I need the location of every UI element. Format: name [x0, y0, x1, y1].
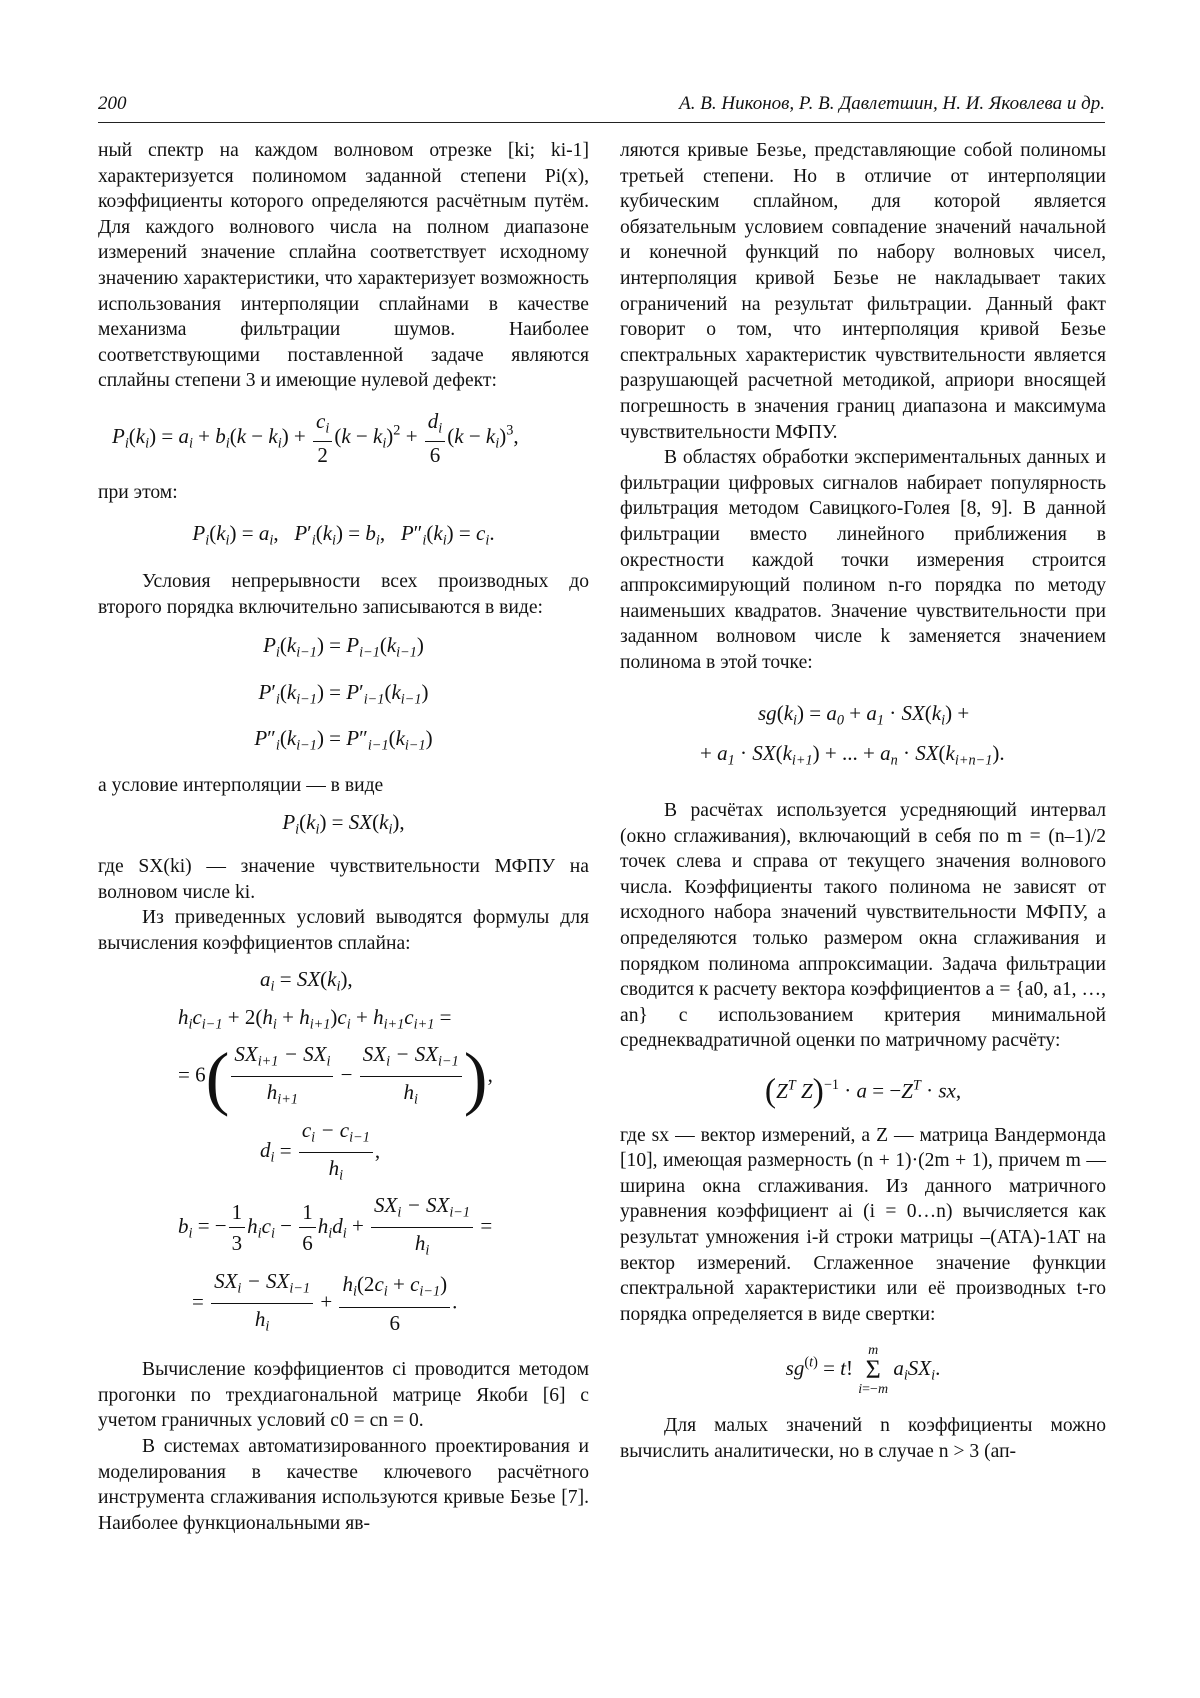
equation-interpolation: $P_i(k_i) = SX(k_i)$, [282, 809, 405, 837]
paragraph: Вычисление коэффициентов ci проводится методом прогонки по трехдиагональной матрице Якоби [6] с учетом граничных условий c0 = cn = 0. [98, 1359, 589, 1432]
paragraph: Из приведенных условий выводятся формулы для вычисления коэффициентов сплайна: [98, 907, 589, 954]
paragraph: где sx — вектор измерений, а Z — матрица Вандермонда [10], имеющая размерность (n + 1)·(2m + 1), причем m — ширина окна сглаживания. Из данного матричного уравнения коэффициент ai (i = 0…n) вычисляется как результат умножения i-й строки матрицы –(ATA)-1AT на вектор измерений. Сглаженное значение функции спектральной характеристики или её производных t-го порядка определяется в виде свертки: [620, 1124, 1106, 1325]
paragraph: В областях обработки экспериментальных данных и фильтрации цифровых сигналов набирает популярность фильтрация методом Савицкого-Голея [8, 9]. В данной фильтрации вместо линейного приближения в окрестности каждой точки измерения строится аппроксимирующий полином n-го порядка по методу наименьших квадратов. Значение чувствительности при заданном волновом числе k заменяется значением полинома в этой точке: [620, 447, 1106, 673]
equation-matrix: ($Z^T$ $Z)^{-1} \cdot a = -Z^T$ · sx, [764, 1072, 962, 1110]
left-column [98, 138, 589, 1536]
paragraph: В расчётах используется усредняющий интервал (окно сглаживания), включающий в себя по m = (n–1)/2 точек слева и справа от текущего значения волнового числа. Коэффициенты такого полинома не зависят от исходного набора значений чувствительности МФПУ, а определяются только размером окна сглаживания и порядком полинома аппроксимации. Задача фильтрации сводится к расчету вектора коэффициентов a = {a0, a1, …, an} с использованием критерия минимальной среднеквадратичной оценки по матричному расчёту: [620, 800, 1106, 1052]
paragraph: где SX(ki) — значение чувствительности МФПУ на волновом числе ki. [98, 856, 589, 903]
equation-spline: $P_i(k_i) = a_i + b_i(k - k_i)$ + $\frac{c_i}{2}$ $(k - k_i)^2$ + $\frac{d_i}{6}$ $(k - k_i)^3$, [112, 408, 519, 468]
paragraph: при этом: [98, 482, 178, 504]
paragraph: Условия непрерывности всех производных до второго порядка включительно записываются в виде: [98, 571, 589, 618]
running-header [98, 92, 1105, 123]
page-number: 200 [98, 93, 127, 114]
paragraph: Для малых значений n коэффициенты можно вычислить аналитически, но в случае n > 3 (ап- [620, 1415, 1106, 1462]
equation-continuity: $P_i(k_{i-1}) = P_{i-1}(k_{i-1})$ $P'_i(k_{i-1}) = P'_{i-1}(k_{i-1})$ $P''_i(k_{i-1}) = P''_{i-1}(k_{i-1})$ [254, 633, 433, 754]
right-column [620, 138, 1106, 1465]
paragraph: В системах автоматизированного проектирования и моделирования в качестве ключевого расчётного инструмента сглаживания используются кривые Безье [7]. Наиболее функциональными яв- [98, 1435, 589, 1534]
equation-convolution: $sg^{(t)} = t$! m Σ i=−m $a_iSX_i$. [785, 1343, 941, 1398]
equation-savitzky-golay: $sg(k_i) = a_0 + a_1 \cdot SX(k_i)$ + + $a_1 \cdot SX(k_{i+1})$ + ... + $a_n \cdot SX(k_{i+n-1})$. [700, 701, 1005, 769]
equation-conditions: $P_i(k_i) = a_i$, $P'_i(k_i) = b_i$, $P''_i(k_i) = c_i$. [192, 520, 495, 549]
paragraph: а условие интерполяции — в виде [98, 775, 384, 797]
paragraph: ный спектр на каждом волновом отрезке [ki; ki-1] характеризуется полиномом заданной степени Pi(x), коэффициенты которого определяются расчётным путём. Для каждого волнового числа на полном диапазоне измерений значение сплайна соответствует исходному значению характеристики, что характеризует возможность использования интерполяции сплайнами в качестве механизма фильтрации шумов. Наиболее соответствующими поставленной задаче являются сплайны степени 3 и имеющие нулевой дефект: [98, 140, 589, 392]
running-authors: А. В. Никонов, Р. В. Давлетшин, Н. И. Яковлева и др. [679, 93, 1105, 114]
equation-coefficients: $a_i = SX(k_i)$, $h_ic_{i-1} + 2(h_i + h_{i+1})c_i + h_{i+1}c_{i+1}$ = = 6( $SX_{i+1} - SX_i$ $h_{i+1}$ − $SX_i - SX_{i-1}$ $h_i$ ), $d_i$ = $\frac{c_i - c_{i-1}}{h_i}$ , $b_i$ = − $\frac{1}{3}$ $h_ic_i$ − $\frac{1}{6}$ $h_id_i$ + $SX_i - SX_{i-1}$ $h_i$ = = $SX_i - SX_{i-1}$ $h_i$ + $\frac{h_i(2c_i + c_{i-1})}{6}$ . [178, 967, 493, 1335]
paragraph: ляются кривые Безье, представляющие собой полиномы третьей степени. Но в отличие от интерполяции кубическим сплайном, для которой является обязательным условием совпадение значений начальной и конечной функций по набору волновых чисел, интерполяция кривой Безье не накладывает таких ограничений на результат фильтрации. Данный факт говорит о том, что интерполяция кривой Безье спектральных характеристик чувствительности является разрушающей расчетной методикой, априори вносящей погрешность в значения границ диапазона и максимума чувствительности МФПУ. [620, 140, 1106, 443]
